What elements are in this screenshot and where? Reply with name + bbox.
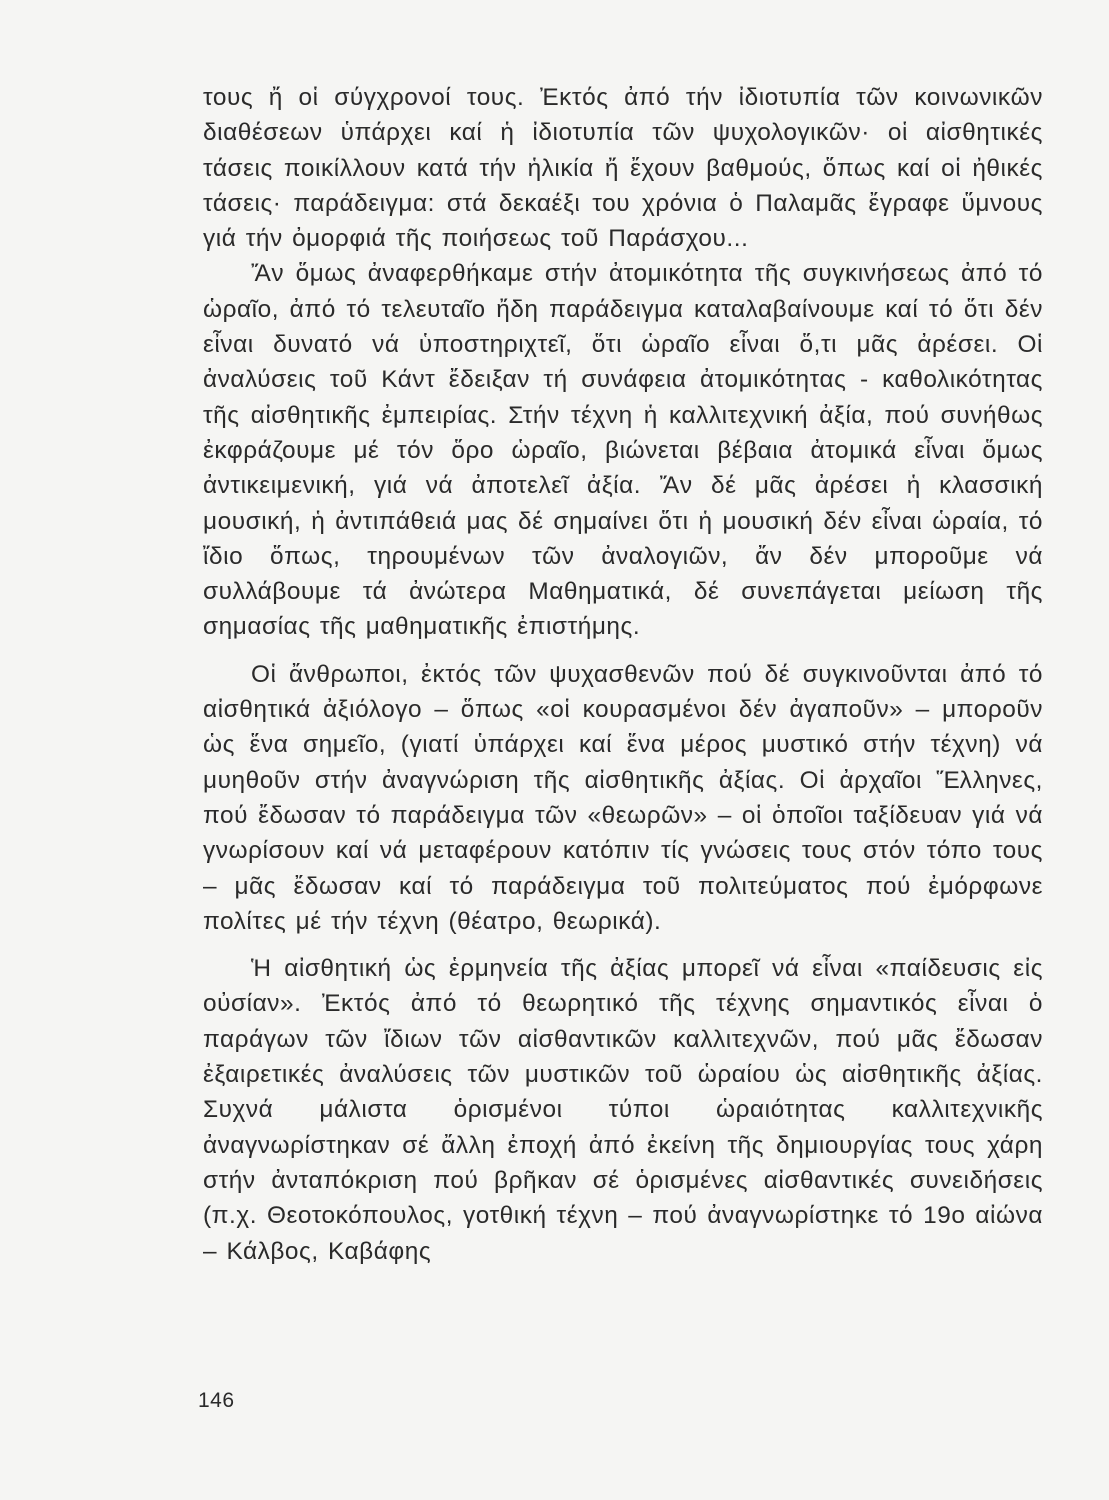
page-number: 146 [198, 1389, 235, 1412]
body-text [203, 80, 1043, 1269]
paragraph: Οἱ ἄνθρωποι, ἐκτός τῶν ψυχασθενῶν πού δέ συγκινοῦνται ἀπό τό αἰσθητικά ἀξιόλογο – ὅπως «οἱ κουρασμένοι δέν ἀγαποῦν» – μποροῦν ὡς ἕνα σημεῖο, (γιατί ὑπάρχει καί ἕνα μέρος μυστικό στήν τέχνη) νά μυηθοῦν στήν ἀναγνώριση τῆς αἰσθητικῆς ἀξίας. Οἱ ἀρχαῖοι Ἕλληνες, πού ἔδωσαν τό παράδειγμα τῶν «θεωρῶν» – οἱ ὁποῖοι ταξίδευαν γιά νά γνωρίσουν καί νά μεταφέρουν κατόπιν τίς γνώσεις τους στόν τόπο τους – μᾶς ἔδωσαν καί τό παράδειγμα τοῦ πολιτεύματος πού ἐμόρφωνε πολίτες μέ τήν τέχνη (θέατρο, θεωρικά). [203, 660, 1043, 935]
paragraph: Ἄν ὅμως ἀναφερθήκαμε στήν ἀτομικότητα τῆς συγκινήσεως ἀπό τό ὡραῖο, ἀπό τό τελευταῖο ἤδη παράδειγμα καταλαβαίνουμε καί τό ὅτι δέν εἶναι δυνατό νά ὑποστηριχτεῖ, ὅτι ὡραῖο εἶναι ὅ,τι μᾶς ἀρέσει. Οἱ ἀναλύσεις τοῦ Κάντ ἔδειξαν τή συνάφεια ἀτομικότητας - καθολικότητας τῆς αἰσθητικῆς ἐμπειρίας. Στήν τέχνη ἡ καλλιτεχνική ἀξία, πού συνήθως ἐκφράζουμε μέ τόν ὅρο ὡραῖο, βιώνεται βέβαια ἀτομικά εἶναι ὅμως ἀντικειμενική, γιά νά ἀποτελεῖ ἀξία. Ἄν δέ μᾶς ἀρέσει ἡ κλασσική μουσική, ἡ ἀντιπάθειά μας δέ σημαίνει ὅτι ἡ μουσική δέν εἶναι ὡραία, τό ἴδιο ὅπως, τηρουμένων τῶν ἀναλογιῶν, ἄν δέν μποροῦμε νά συλλάβουμε τά ἀνώτερα Μαθηματικά, δέ συνεπάγεται μείωση τῆς σημασίας τῆς μαθηματικῆς ἐπιστήμης. [203, 260, 1043, 641]
paragraph: τους ἤ οἱ σύγχρονοί τους. Ἐκτός ἀπό τήν ἰδιοτυπία τῶν κοινωνικῶν διαθέσεων ὑπάρχει καί ἡ ἰδιοτυπία τῶν ψυχολογικῶν· οἱ αἰσθητικές τάσεις ποικίλλουν κατά τήν ἡλικία ἤ ἔχουν βαθμούς, ὅπως καί οἱ ἠθικές τάσεις· παράδειγμα: στά δεκαέξι του χρόνια ὁ Παλαμᾶς ἔγραφε ὕμνους γιά τήν ὀμορφιά τῆς ποιήσεως τοῦ Παράσχου... [203, 84, 1043, 253]
paragraph: Ἡ αἰσθητική ὡς ἑρμηνεία τῆς ἀξίας μπορεῖ νά εἶναι «παίδευσις εἰς οὐσίαν». Ἐκτός ἀπό τό θεωρητικό τῆς τέχνης σημαντικός εἶναι ὁ παράγων τῶν ἴδιων τῶν αἰσθαντικῶν καλλιτεχνῶν, πού μᾶς ἔδωσαν ἐξαιρετικές ἀναλύσεις τῶν μυστικῶν τοῦ ὡραίου ὡς αἰσθητικῆς ἀξίας. Συχνά μάλιστα ὁρισμένοι τύποι ὡραιότητας καλλιτεχνικῆς ἀναγνωρίστηκαν σέ ἄλλη ἐποχή ἀπό ἐκείνη τῆς δημιουργίας τους χάρη στήν ἀνταπόκριση πού βρῆκαν σέ ὁρισμένες αἰσθαντικές συνειδήσεις (π.χ. Θεοτοκόπουλος, γοτθική τέχνη – πού ἀναγνωρίστηκε τό 19ο αἰώνα – Κάλβος, Καβάφης [203, 955, 1043, 1265]
